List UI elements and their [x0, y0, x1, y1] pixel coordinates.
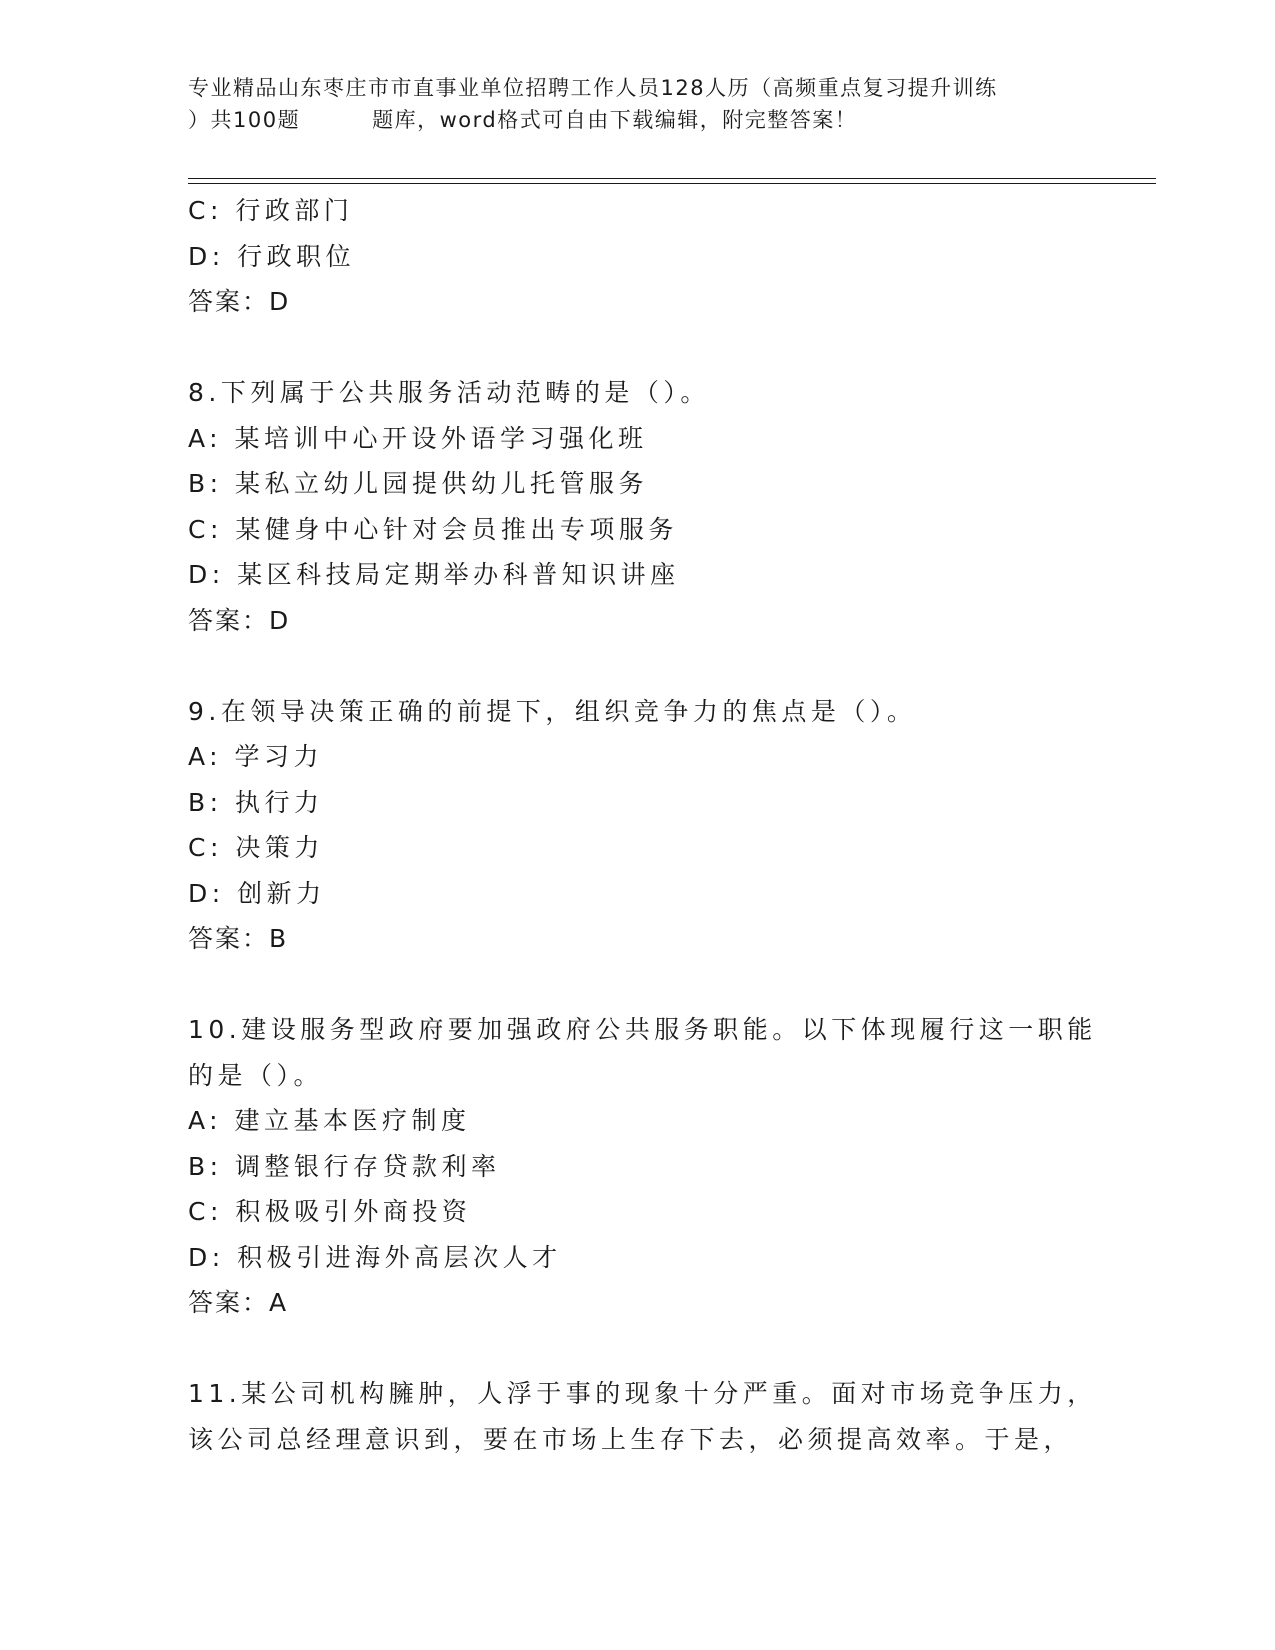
- option-d: D: 积极引进海外高层次人才: [188, 1242, 562, 1272]
- option-a: A: 学习力: [188, 742, 324, 771]
- option-b: B: 某私立幼儿园提供幼儿托管服务: [188, 469, 649, 498]
- question-stem-continued: 的是（）。: [188, 1060, 324, 1090]
- option-a: A: 某培训中心开设外语学习强化班: [188, 423, 648, 453]
- question-stem: 10.建设服务型政府要加强政府公共服务职能。以下体现履行这一职能: [188, 1015, 1097, 1044]
- question-8: [188, 370, 1088, 643]
- question-stem: 9.在领导决策正确的前提下，组织竞争力的焦点是（）。: [188, 696, 917, 726]
- document-header: [188, 72, 1108, 136]
- question-10: [188, 1007, 1097, 1326]
- question-11: [188, 1371, 1097, 1462]
- header-divider-top: [188, 178, 1156, 179]
- question-list: [188, 188, 1097, 1462]
- question-stem: 8.下列属于公共服务活动范畴的是（）。: [188, 378, 710, 407]
- header-title-line-2: [188, 104, 1108, 136]
- option-d: D: 某区科技局定期举办科普知识讲座: [188, 560, 680, 589]
- option-c: C: 决策力: [188, 833, 324, 862]
- question-9: [188, 689, 1088, 962]
- option-c: C: 行政部门: [188, 196, 354, 225]
- option-d: D: 行政职位: [188, 241, 356, 271]
- header-title-line-2-end: 题库，word格式可自由下载编辑，附完整答案！: [372, 108, 858, 132]
- header-title-line-2-start: ）共100题: [188, 108, 301, 132]
- option-b: B: 调整银行存贷款利率: [188, 1151, 501, 1181]
- answer-line: 答案：D: [188, 287, 291, 316]
- answer-line: 答案：B: [188, 924, 289, 953]
- option-c: C: 某健身中心针对会员推出专项服务: [188, 514, 678, 544]
- question-7-continuation: [188, 188, 1088, 325]
- option-d: D: 创新力: [188, 878, 326, 908]
- header-title-line-1: 专业精品山东枣庄市市直事业单位招聘工作人员128人历（高频重点复习提升训练: [188, 76, 998, 100]
- question-stem-continued: 该公司总经理意识到，要在市场上生存下去，必须提高效率。于是，: [188, 1424, 1074, 1454]
- option-c: C: 积极吸引外商投资: [188, 1197, 472, 1226]
- option-a: A: 建立基本医疗制度: [188, 1106, 471, 1135]
- answer-line: 答案：A: [188, 1288, 289, 1317]
- option-b: B: 执行力: [188, 787, 324, 817]
- answer-line: 答案：D: [188, 605, 291, 635]
- header-divider-bottom: [188, 183, 1156, 184]
- question-stem: 11.某公司机构臃肿，人浮于事的现象十分严重。面对市场竞争压力，: [188, 1379, 1097, 1408]
